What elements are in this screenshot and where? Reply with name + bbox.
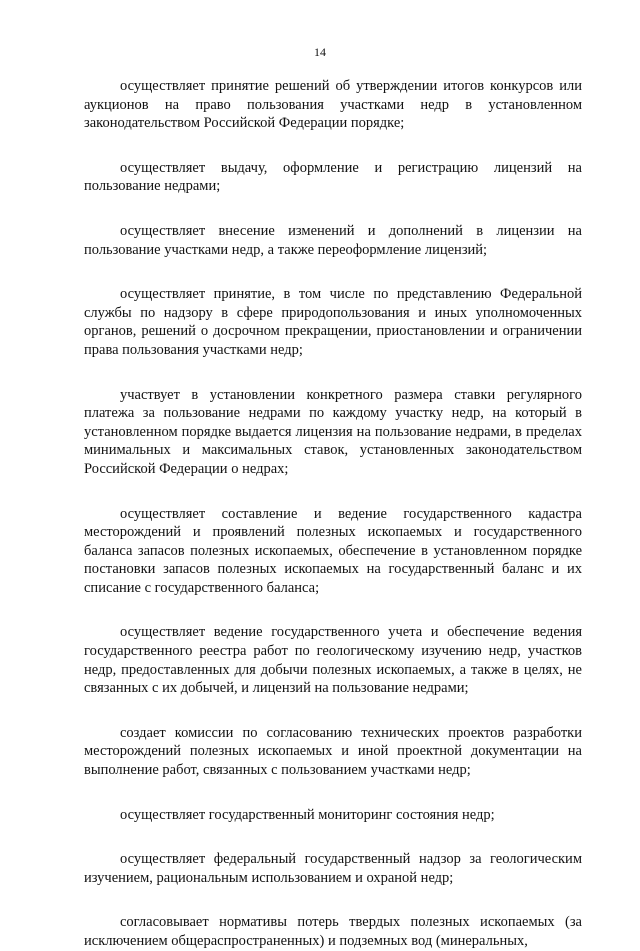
- document-body: [84, 77, 582, 951]
- paragraph: согласовывает нормативы потерь твердых полезных ископаемых (за исключением общераспространенных) и подземных вод (минеральных,: [84, 914, 582, 949]
- paragraph: осуществляет ведение государственного учета и обеспечение ведения государственного реестра работ по геологическому изучению недр, участков недр, предоставленных для добычи полезных ископаемых, а также в целях, не связанных с их добычей, и лицензий на пользование недрами;: [84, 624, 582, 697]
- paragraph: осуществляет принятие, в том числе по представлению Федеральной службы по надзору в сфере природопользования и иных уполномоченных органов, решений о досрочном прекращении, приостановлении и ограничении права пользования участками недр;: [84, 286, 582, 358]
- paragraph: осуществляет составление и ведение государственного кадастра месторождений и проявлений полезных ископаемых и государственного баланса запасов полезных ископаемых, обеспечение в установленном порядке постановки запасов полезных ископаемых на государственный баланс и их списание с государственного баланса;: [84, 505, 582, 596]
- page-number: 14: [314, 45, 326, 59]
- paragraph: осуществляет федеральный государственный надзор за геологическим изучением, рациональным использованием и охраной недр;: [84, 851, 582, 886]
- paragraph: участвует в установлении конкретного размера ставки регулярного платежа за пользование недрами по каждому участку недр, на который в установленном порядке выдается лицензия на пользование недрами, в пределах минимальных и максимальных ставок, установленных законодательством Российской Федерации о недрах;: [84, 386, 582, 477]
- paragraph: осуществляет принятие решений об утверждении итогов конкурсов или аукционов на право пользования участками недр в установленном законодательством Российской Федерации порядке;: [84, 78, 582, 132]
- paragraph: создает комиссии по согласованию технических проектов разработки месторождений полезных ископаемых и иной проектной документации на выполнение работ, связанных с пользованием участками недр;: [84, 724, 582, 779]
- paragraph: осуществляет государственный мониторинг состояния недр;: [120, 806, 495, 823]
- paragraph: осуществляет внесение изменений и дополнений в лицензии на пользование участками недр, а также переоформление лицензий;: [84, 222, 582, 258]
- paragraph: осуществляет выдачу, оформление и регистрацию лицензий на пользование недрами;: [84, 159, 582, 195]
